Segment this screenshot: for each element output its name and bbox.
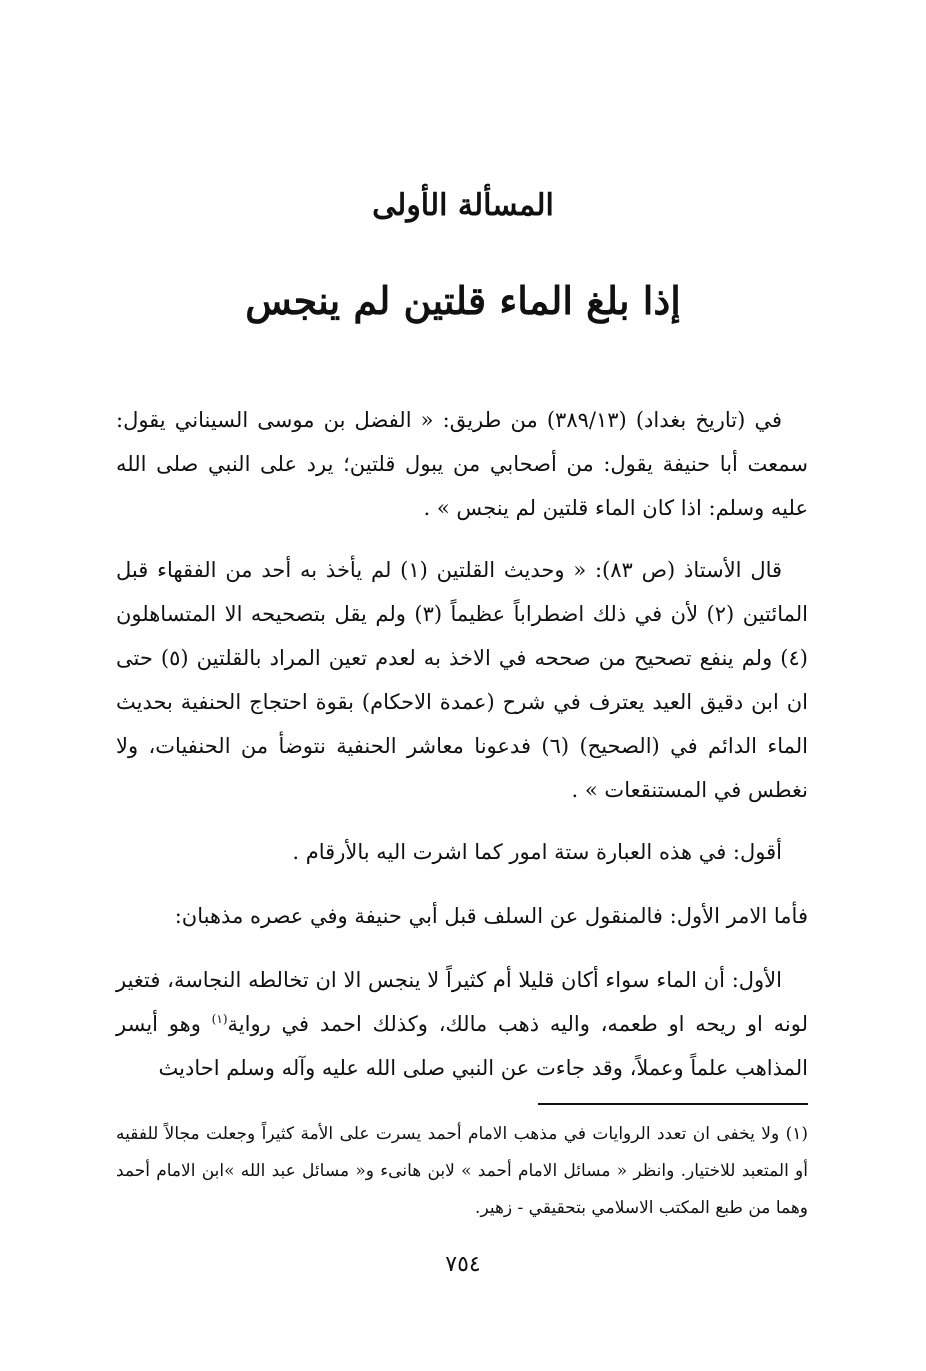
page-title: إذا بلغ الماء قلتين لم ينجس <box>245 278 681 323</box>
paragraph-1: في (تاريخ بغداد) (٣٨٩/١٣) من طريق: « الفضل بن موسى السيناني يقول: سمعت أبا حنيفة يقول: من أصحابي من يبول قلتين؛ يرد على النبي صلى الله عليه وسلم: اذا كان الماء قلتين لم ينجس » . <box>116 408 808 520</box>
footnote-marker[interactable]: (١) <box>211 1012 228 1026</box>
footnote-divider <box>538 1103 808 1105</box>
paragraph-2: قال الأستاذ (ص ٨٣): « وحديث القلتين (١) لم يأخذ به أحد من الفقهاء قبل المائتين (٢) لأن في ذلك اضطراباً عظيماً (٣) ولم يقل بتصحيحه الا المتساهلون (٤) ولم ينفع تصحيح من صححه في الاخذ به لعدم تعين المراد بالقلتين (٥) حتى ان ابن دقيق العيد يعترف في شرح (عمدة الاحكام) بقوة احتجاج الحنفية بحديث الماء الدائم في (الصحيح) (٦) فدعونا معاشر الحنفية نتوضأ من الحنفيات، ولا نغطس في المستنقعات » . <box>116 558 808 802</box>
paragraph-3: أقول: في هذه العبارة ستة امور كما اشرت اليه بالأرقام . <box>292 840 782 864</box>
paragraph-4: فأما الامر الأول: فالمنقول عن السلف قبل أبي حنيفة وفي عصره مذهبان: <box>174 904 808 928</box>
section-heading: المسألة الأولى <box>372 188 554 223</box>
page-number: ٧٥٤ <box>445 1252 481 1277</box>
paragraph-5 <box>116 958 808 1090</box>
footnote: (١) ولا يخفى ان تعدد الروايات في مذهب الامام أحمد يسرت على الأمة كثيراً وجعلت مجالاً للفقيه أو المتعبد للاختيار. وانظر « مسائل الامام أحمد » لابن هانىء و« مسائل عبد الله »ابن الامام أحمد وهما من طبع المكتب الاسلامي بتحقيقي - زهير. <box>116 1124 808 1218</box>
paragraph-5-part-2: وهو أيسر المذاهب علماً وعملاً، وقد جاءت عن النبي صلى الله عليه وآله وسلم احاديث <box>116 1012 808 1080</box>
paragraph-5-part-1: الأول: أن الماء سواء أكان قليلا أم كثيراً لا ينجس الا ان تخالطه النجاسة، فتغير لونه او ريحه او طعمه، واليه ذهب مالك، وكذلك احمد في رواية <box>116 968 808 1036</box>
